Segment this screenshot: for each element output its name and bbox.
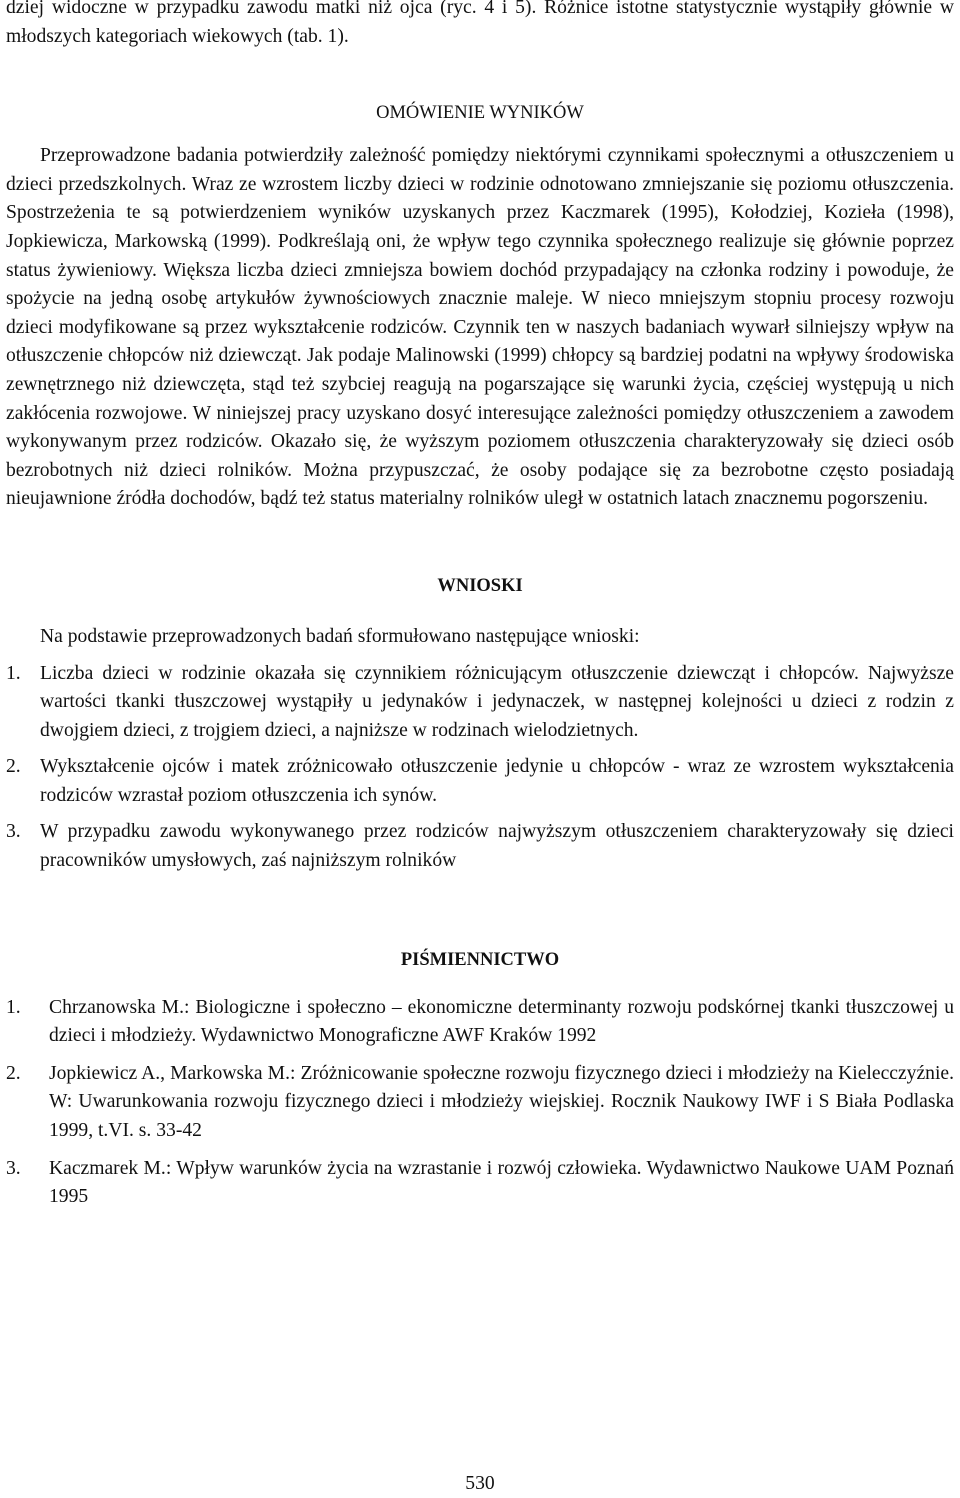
reference-number: 1. (6, 996, 21, 1018)
page-number: 530 (465, 1473, 495, 1494)
conclusion-text: Liczba dzieci w rodzinie okazała się czynnikiem różnicującym otłuszczenie dziewcząt i chłopców. Najwyższe wartości tkanki tłuszczowej wystąpiły u jedynaków i jedynaczek, w następnej kolejności u dzieci z rodzin z dwojgiem dzieci, z trojgiem dzieci, a najniższe w rodzinach wielodzietnych. (40, 662, 954, 741)
conclusions-lead: Na podstawie przeprowadzonych badań sformułowano następujące wnioski: (40, 625, 640, 647)
discussion-heading: OMÓWIENIE WYNIKÓW (376, 103, 584, 124)
reference-text: Kaczmarek M.: Wpływ warunków życia na wzrastanie i rozwój człowieka. Wydawnictwo Naukowe UAM Poznań 1995 (49, 1157, 954, 1208)
conclusion-number: 2. (6, 756, 21, 778)
reference-item (6, 994, 954, 1051)
reference-item (6, 1060, 954, 1146)
reference-text: Chrzanowska M.: Biologiczne i społeczno – ekonomiczne determinanty rozwoju podskórnej tkanki tłuszczowej u dzieci i młodzieży. Wydawnictwo Monograficzne AWF Kraków 1992 (49, 996, 954, 1047)
conclusion-item (6, 753, 954, 810)
references-list (6, 994, 954, 1212)
document-page (6, 0, 954, 1212)
conclusion-text: Wykształcenie ojców i matek zróżnicowało otłuszczenie jedynie u chłopców - wraz ze wzrostem wykształcenia rodziców wzrastał poziom otłuszczenia ich synów. (40, 756, 954, 806)
conclusion-item (6, 818, 954, 875)
intro-paragraph: dziej widoczne w przypadku zawodu matki niż ojca (ryc. 4 i 5). Różnice istotne statystycznie wystąpiły głównie w młodszych kategoriach wiekowych (tab. 1). (6, 0, 954, 47)
conclusions-heading: WNIOSKI (437, 575, 523, 596)
reference-number: 3. (6, 1157, 21, 1179)
conclusions-list (6, 660, 954, 876)
conclusion-number: 1. (6, 662, 21, 684)
reference-item (6, 1155, 954, 1212)
conclusion-text: W przypadku zawodu wykonywanego przez rodziców najwyższym otłuszczeniem charakteryzowały się dzieci pracowników umysłowych, zaś najniższym rolników (40, 821, 954, 872)
references-heading: PIŚMIENNICTWO (400, 949, 560, 970)
discussion-paragraph: Przeprowadzone badania potwierdziły zależność pomiędzy niektórymi czynnikami społecznymi a otłuszczeniem u dzieci przedszkolnych. Wraz ze wzrostem liczby dzieci w rodzinie odnotowano zmniejszanie się poziomu otłuszczenia. Spostrzeżenia te są potwierdzeniem wyników uzyskanych przez Kaczmarek (1995), Kołodziej, Kozieła (1998), Jopkiewicza, Markowską (1999). Podkreślają oni, że wpływ tego czynnika społecznego realizuje się głównie poprzez status żywieniowy. Większa liczba dzieci zmniejsza bowiem dochód przypadający na członka rodziny i powoduje, że spożycie na jedną osobę artykułów żywnościowych znacznie maleje. W nieco mniejszym stopniu procesy rozwoju dzieci modyfikowane są przez wykształcenie rodziców. Czynnik ten w naszych badaniach wywarł silniejszy wpływ na otłuszczenie chłopców niż dziewcząt. Jak podaje Malinowski (1999) chłopcy są bardziej podatni na wpływy środowiska zewnętrznego niż dziewczęta, stąd też szybciej reagują na pogarszające się warunki życia, częściej występują u nich zakłócenia rozwojowe. W niniejszej pracy uzyskano dosyć interesujące zależności pomiędzy otłuszczeniem a zawodem wykonywanym przez rodziców. Okazało się, że wyższym poziomem otłuszczenia charakteryzowały się dzieci osób bezrobotnych niż dzieci rolników. Można przypuszczać, że osoby podające się za bezrobotne często posiadają nieujawnione źródła dochodów, bądź też status materialny rolników uległ w ostatnich latach znacznemu pogorszeniu. (6, 145, 954, 510)
reference-number: 2. (6, 1062, 21, 1084)
conclusion-item (6, 660, 954, 746)
reference-text: Jopkiewicz A., Markowska M.: Zróżnicowanie społeczne rozwoju fizycznego dzieci i młodzieży na Kielecczyźnie. W: Uwarunkowania rozwoju fizycznego dzieci i młodzieży wiejskiej. Rocznik Naukowy IWF i S Biała Podlaska 1999, t.VI. s. 33-42 (49, 1062, 954, 1142)
conclusion-number: 3. (6, 821, 21, 843)
